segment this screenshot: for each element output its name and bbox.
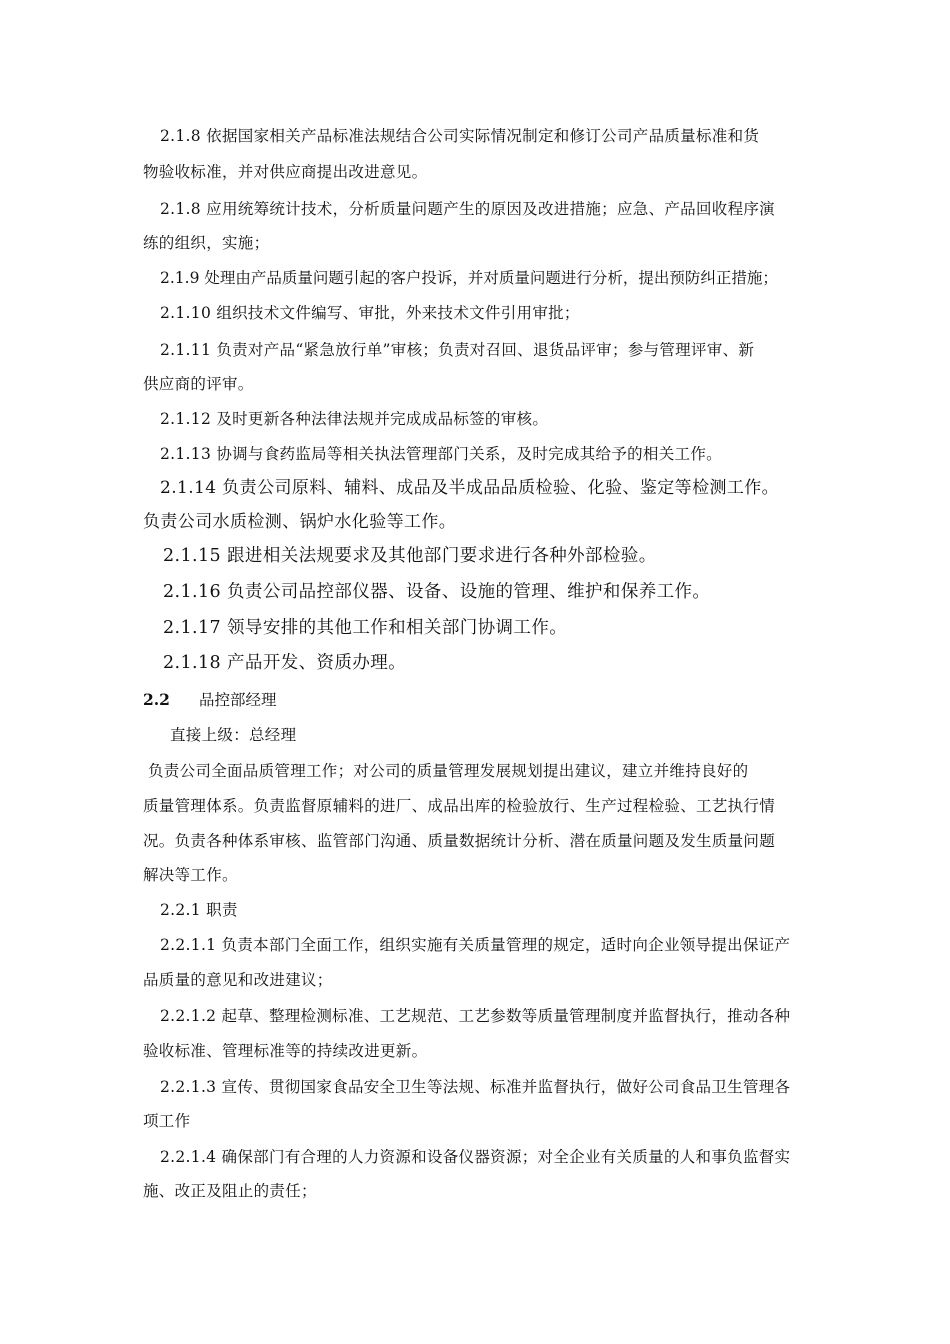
paragraph-line: 2.2.1.2 起草、整理检测标准、工艺规范、工艺参数等质量管理制度并监督执行，推动各种 bbox=[160, 1007, 791, 1025]
paragraph-line: 2.1.16 负责公司品控部仪器、设备、设施的管理、维护和保养工作。 bbox=[163, 582, 711, 602]
paragraph-line: 2.2.1 职责 bbox=[160, 901, 238, 919]
paragraph-line: 2.1.17 领导安排的其他工作和相关部门协调工作。 bbox=[163, 618, 568, 638]
paragraph-line: 况。负责各种体系审核、监管部门沟通、质量数据统计分析、潜在质量问题及发生质量问题 bbox=[143, 832, 776, 850]
paragraph-line: 物验收标准，并对供应商提出改进意见。 bbox=[143, 163, 428, 181]
paragraph-line: 2.1.15 跟进相关法规要求及其他部门要求进行各种外部检验。 bbox=[163, 546, 657, 566]
paragraph-line: 2.2.1.3 宣传、贯彻国家食品安全卫生等法规、标准并监督执行，做好公司食品卫生管理各 bbox=[160, 1078, 791, 1096]
paragraph-line: 2.1.14 负责公司原料、辅料、成品及半成品品质检验、化验、鉴定等检测工作。 bbox=[160, 478, 780, 498]
paragraph-line: 2.1.8 应用统筹统计技术，分析质量问题产生的原因及改进措施；应急、产品回收程序演 bbox=[160, 200, 775, 218]
paragraph-line: 2.1.9 处理由产品质量问题引起的客户投诉，并对质量问题进行分析，提出预防纠正措施； bbox=[160, 269, 778, 287]
section-heading bbox=[143, 690, 277, 710]
paragraph-line: 解决等工作。 bbox=[143, 866, 238, 884]
paragraph-line: 负责公司全面品质管理工作；对公司的质量管理发展规划提出建议，建立并维持良好的 bbox=[148, 762, 749, 780]
paragraph-line: 2.1.18 产品开发、资质办理。 bbox=[163, 653, 407, 673]
paragraph-line: 验收标准、管理标准等的持续改进更新。 bbox=[143, 1042, 428, 1060]
paragraph-line: 直接上级：总经理 bbox=[170, 726, 297, 744]
paragraph-line: 项工作 bbox=[143, 1112, 191, 1130]
section-number: 2.2 bbox=[143, 690, 170, 709]
paragraph-line: 2.2.1.1 负责本部门全面工作，组织实施有关质量管理的规定，适时向企业领导提出保证产 bbox=[160, 936, 791, 954]
section-title: 品控部经理 bbox=[199, 691, 277, 709]
paragraph-line: 2.2.1.4 确保部门有合理的人力资源和设备仪器资源；对全企业有关质量的人和事负监督实 bbox=[160, 1148, 791, 1166]
paragraph-line: 2.1.10 组织技术文件编写、审批，外来技术文件引用审批； bbox=[160, 304, 580, 322]
paragraph-line: 练的组织，实施； bbox=[143, 234, 270, 252]
paragraph-line: 质量管理体系。负责监督原辅料的进厂、成品出库的检验放行、生产过程检验、工艺执行情 bbox=[143, 797, 776, 815]
paragraph-line: 2.1.8 依据国家相关产品标准法规结合公司实际情况制定和修订公司产品质量标准和货 bbox=[160, 127, 760, 145]
paragraph-line: 2.1.12 及时更新各种法律法规并完成成品标签的审核。 bbox=[160, 410, 549, 428]
paragraph-line: 施、改正及阻止的责任； bbox=[143, 1182, 317, 1200]
paragraph-line: 品质量的意见和改进建议； bbox=[143, 971, 333, 989]
paragraph-line: 负责公司水质检测、锅炉水化验等工作。 bbox=[143, 512, 457, 532]
paragraph-line: 2.1.13 协调与食药监局等相关执法管理部门关系，及时完成其给予的相关工作。 bbox=[160, 445, 722, 463]
paragraph-line: 供应商的评审。 bbox=[143, 375, 254, 393]
paragraph-line: 2.1.11 负责对产品“紧急放行单”审核；负责对召回、退货品评审；参与管理评审、新 bbox=[160, 341, 755, 359]
